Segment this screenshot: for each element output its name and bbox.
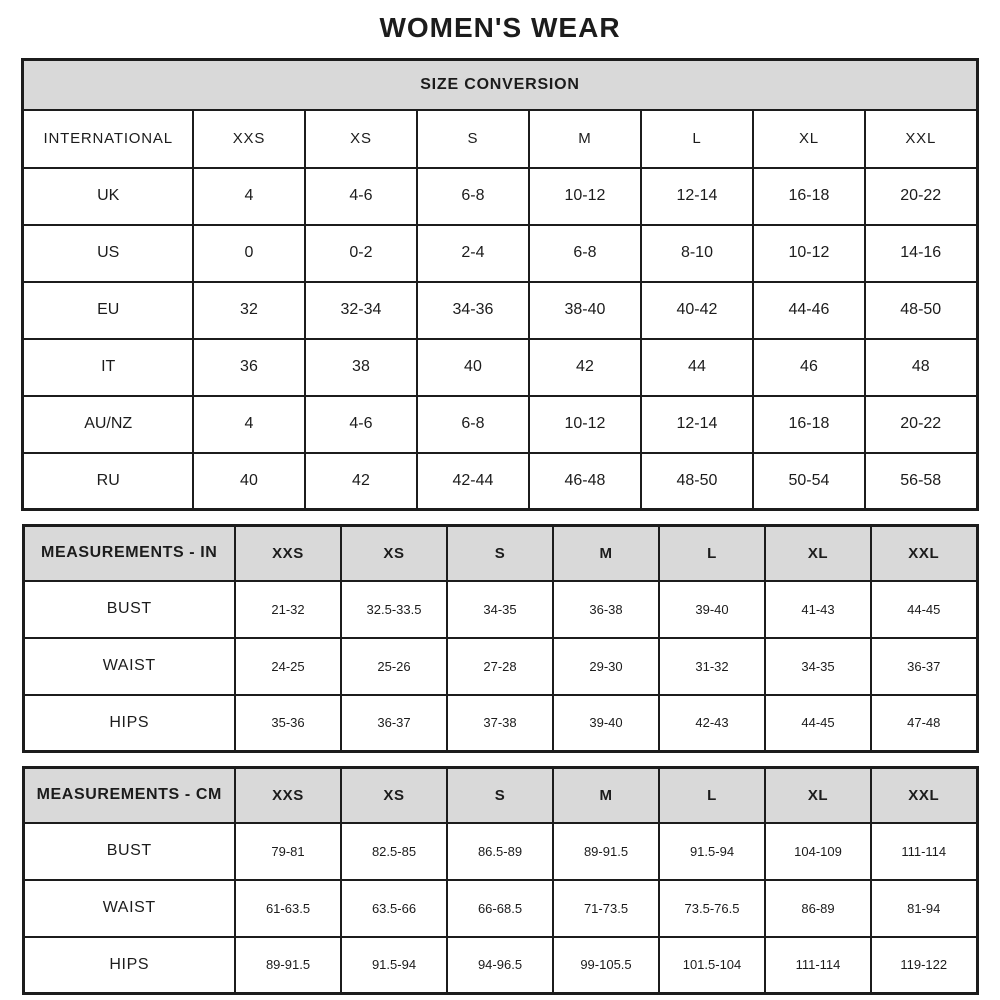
table-row	[23, 823, 977, 880]
value-cell: 36	[193, 339, 305, 396]
table-row	[23, 638, 977, 695]
row-label: WAIST	[23, 880, 235, 937]
size-header-xxs: XXS	[193, 110, 305, 168]
value-cell: 8-10	[641, 225, 753, 282]
header-label: MEASUREMENTS - IN	[23, 526, 235, 581]
value-cell: 40	[417, 339, 529, 396]
size-header-xxs: XXS	[235, 526, 341, 581]
table-row	[23, 168, 977, 225]
table-row	[23, 282, 977, 339]
value-cell: 81-94	[871, 880, 977, 937]
value-cell: 86.5-89	[447, 823, 553, 880]
size-header-xxs: XXS	[235, 768, 341, 823]
table-row	[23, 581, 977, 638]
value-cell: 25-26	[341, 638, 447, 695]
table-row	[23, 880, 977, 937]
value-cell: 29-30	[553, 638, 659, 695]
value-cell: 4-6	[305, 396, 417, 453]
size-header-xl: XL	[765, 526, 871, 581]
value-cell: 2-4	[417, 225, 529, 282]
value-cell: 101.5-104	[659, 937, 765, 994]
value-cell: 48-50	[641, 453, 753, 510]
value-cell: 39-40	[553, 695, 659, 752]
row-label: BUST	[23, 581, 235, 638]
value-cell: 27-28	[447, 638, 553, 695]
value-cell: 44-45	[871, 581, 977, 638]
table-row	[23, 225, 977, 282]
value-cell: 36-37	[871, 638, 977, 695]
value-cell: 71-73.5	[553, 880, 659, 937]
size-header-xl: XL	[753, 110, 865, 168]
size-header-l: L	[659, 768, 765, 823]
size-header-l: L	[659, 526, 765, 581]
header-row	[23, 768, 977, 823]
value-cell: 56-58	[865, 453, 977, 510]
value-cell: 37-38	[447, 695, 553, 752]
value-cell: 0-2	[305, 225, 417, 282]
value-cell: 10-12	[529, 396, 641, 453]
table-row	[23, 453, 977, 510]
value-cell: 32-34	[305, 282, 417, 339]
value-cell: 36-37	[341, 695, 447, 752]
value-cell: 32	[193, 282, 305, 339]
size-header-xxl: XXL	[865, 110, 977, 168]
size-header-s: S	[447, 526, 553, 581]
value-cell: 86-89	[765, 880, 871, 937]
row-label: WAIST	[23, 638, 235, 695]
value-cell: 99-105.5	[553, 937, 659, 994]
value-cell: 42-43	[659, 695, 765, 752]
value-cell: 39-40	[659, 581, 765, 638]
value-cell: 12-14	[641, 168, 753, 225]
value-cell: 6-8	[529, 225, 641, 282]
value-cell: 0	[193, 225, 305, 282]
value-cell: 41-43	[765, 581, 871, 638]
row-label: US	[23, 225, 193, 282]
value-cell: 42	[305, 453, 417, 510]
value-cell: 119-122	[871, 937, 977, 994]
value-cell: 111-114	[765, 937, 871, 994]
value-cell: 104-109	[765, 823, 871, 880]
value-cell: 94-96.5	[447, 937, 553, 994]
size-header-xs: XS	[341, 768, 447, 823]
size-header-s: S	[417, 110, 529, 168]
row-label: IT	[23, 339, 193, 396]
header-row	[23, 526, 977, 581]
value-cell: 46	[753, 339, 865, 396]
row-label: AU/NZ	[23, 396, 193, 453]
row-label: BUST	[23, 823, 235, 880]
value-cell: 14-16	[865, 225, 977, 282]
value-cell: 66-68.5	[447, 880, 553, 937]
value-cell: 50-54	[753, 453, 865, 510]
value-cell: 38-40	[529, 282, 641, 339]
value-cell: 48-50	[865, 282, 977, 339]
row-label: RU	[23, 453, 193, 510]
table-row	[23, 937, 977, 994]
value-cell: 32.5-33.5	[341, 581, 447, 638]
value-cell: 89-91.5	[235, 937, 341, 994]
value-cell: 46-48	[529, 453, 641, 510]
value-cell: 6-8	[417, 396, 529, 453]
table-row	[23, 396, 977, 453]
row-label: HIPS	[23, 695, 235, 752]
value-cell: 44-45	[765, 695, 871, 752]
size-conversion-table	[21, 58, 978, 511]
value-cell: 40	[193, 453, 305, 510]
value-cell: 20-22	[865, 396, 977, 453]
row-label: UK	[23, 168, 193, 225]
value-cell: 16-18	[753, 396, 865, 453]
size-header-xxl: XXL	[871, 768, 977, 823]
value-cell: 89-91.5	[553, 823, 659, 880]
value-cell: 79-81	[235, 823, 341, 880]
value-cell: 38	[305, 339, 417, 396]
value-cell: 10-12	[753, 225, 865, 282]
value-cell: 42-44	[417, 453, 529, 510]
size-header-m: M	[529, 110, 641, 168]
measurements-in-table	[22, 524, 979, 753]
value-cell: 6-8	[417, 168, 529, 225]
header-row	[23, 110, 977, 168]
value-cell: 4	[193, 168, 305, 225]
measurements-cm-body	[23, 768, 977, 994]
value-cell: 35-36	[235, 695, 341, 752]
table-row	[23, 695, 977, 752]
value-cell: 21-32	[235, 581, 341, 638]
table-row	[23, 339, 977, 396]
value-cell: 42	[529, 339, 641, 396]
value-cell: 73.5-76.5	[659, 880, 765, 937]
measurements-cm-table	[22, 766, 979, 995]
size-header-xs: XS	[305, 110, 417, 168]
value-cell: 63.5-66	[341, 880, 447, 937]
table-title-row	[23, 60, 977, 110]
value-cell: 82.5-85	[341, 823, 447, 880]
value-cell: 91.5-94	[341, 937, 447, 994]
value-cell: 48	[865, 339, 977, 396]
value-cell: 34-35	[765, 638, 871, 695]
size-header-xl: XL	[765, 768, 871, 823]
value-cell: 31-32	[659, 638, 765, 695]
value-cell: 111-114	[871, 823, 977, 880]
value-cell: 34-36	[417, 282, 529, 339]
page-title: WOMEN'S WEAR	[379, 12, 621, 43]
size-header-s: S	[447, 768, 553, 823]
value-cell: 4	[193, 396, 305, 453]
size-conversion-body	[23, 60, 977, 510]
size-header-m: M	[553, 526, 659, 581]
value-cell: 4-6	[305, 168, 417, 225]
value-cell: 47-48	[871, 695, 977, 752]
header-label: INTERNATIONAL	[23, 110, 193, 168]
value-cell: 44	[641, 339, 753, 396]
value-cell: 12-14	[641, 396, 753, 453]
value-cell: 44-46	[753, 282, 865, 339]
value-cell: 61-63.5	[235, 880, 341, 937]
size-header-xs: XS	[341, 526, 447, 581]
size-header-l: L	[641, 110, 753, 168]
value-cell: 10-12	[529, 168, 641, 225]
value-cell: 36-38	[553, 581, 659, 638]
row-label: EU	[23, 282, 193, 339]
header-label: MEASUREMENTS - CM	[23, 768, 235, 823]
value-cell: 20-22	[865, 168, 977, 225]
value-cell: 91.5-94	[659, 823, 765, 880]
value-cell: 16-18	[753, 168, 865, 225]
measurements-in-body	[23, 526, 977, 752]
value-cell: 24-25	[235, 638, 341, 695]
value-cell: 40-42	[641, 282, 753, 339]
size-header-m: M	[553, 768, 659, 823]
value-cell: 34-35	[447, 581, 553, 638]
row-label: HIPS	[23, 937, 235, 994]
table-title: SIZE CONVERSION	[23, 60, 977, 110]
size-header-xxl: XXL	[871, 526, 977, 581]
